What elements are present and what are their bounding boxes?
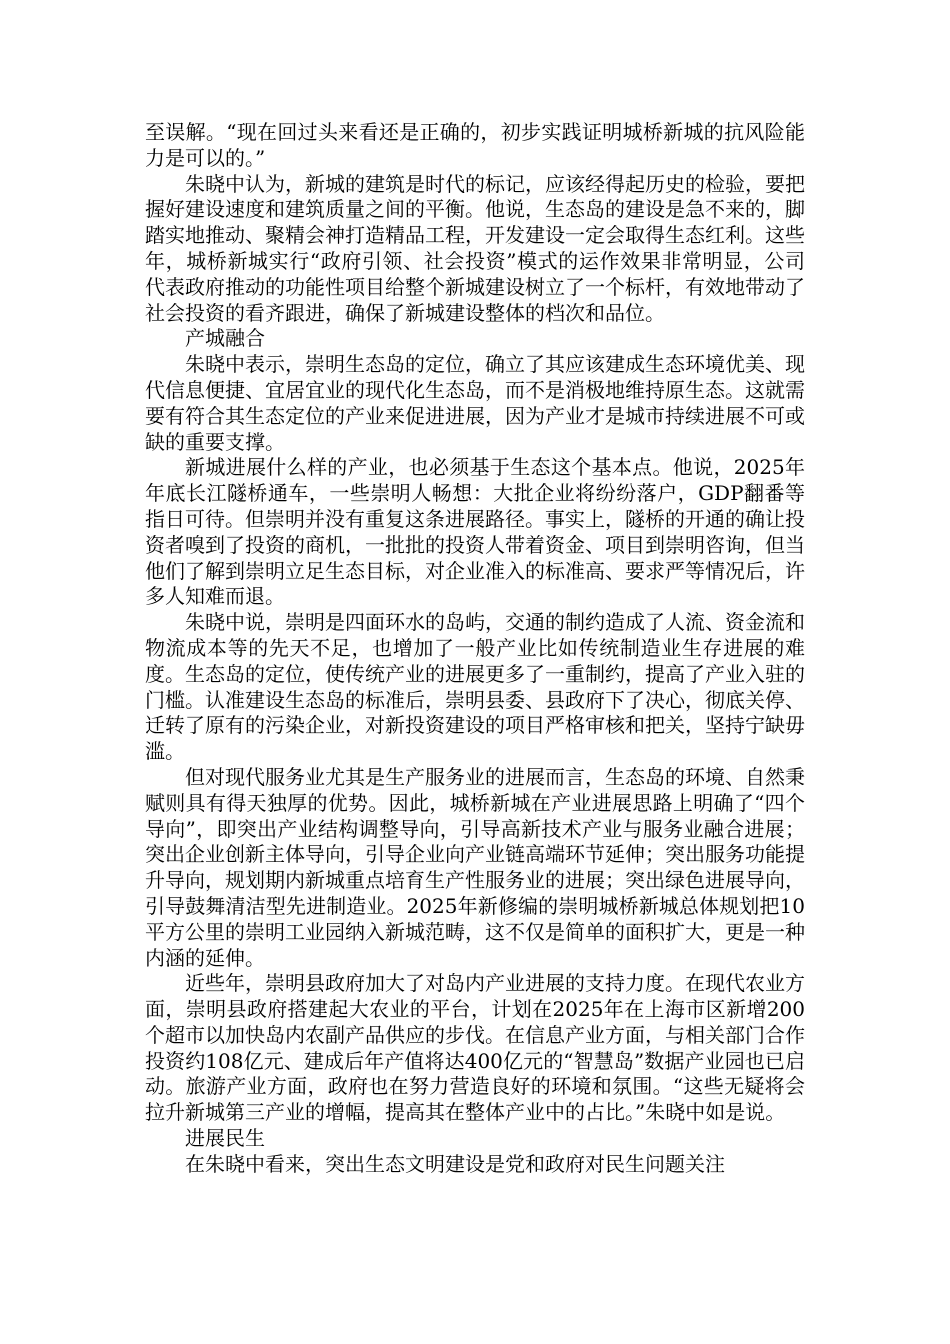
paragraph: 在朱晓中看来，突出生态文明建设是党和政府对民生问题关注: [185, 1151, 725, 1176]
paragraph: 近些年，崇明县政府加大了对岛内产业进展的支持力度。在现代农业方面，崇明县政府搭建起大农业的平台，计划在2025年在上海市区新增200个超市以加快岛内农副产品供应的步伐。在信息产业方面，与相关部门合作投资约108亿元、建成后年产值将达400亿元的“智慧岛”数据产业园也已启动。旅游产业方面，政府也在努力营造良好的环境和氛围。“这些无疑将会拉升新城第三产业的增幅，提高其在整体产业中的占比。”朱晓中如是说。: [145, 971, 805, 1125]
paragraph: 但对现代服务业尤其是生产服务业的进展而言，生态岛的环境、自然秉赋则具有得天独厚的优势。因此，城桥新城在产业进展思路上明确了“四个导向”，即突出产业结构调整导向，引导高新技术产业与服务业融合进展；突出企业创新主体导向，引导企业向产业链高端环节延伸；突出服务功能提升导向，规划期内新城重点培育生产性服务业的进展；突出绿色进展导向，引导鼓舞清洁型先进制造业。2025年新修编的崇明城桥新城总体规划把10平方公里的崇明工业园纳入新城范畴，这不仅是简单的面积扩大，更是一种内涵的延伸。: [145, 764, 805, 970]
section-heading: 进展民生: [185, 1126, 265, 1151]
paragraph: 朱晓中说，崇明是四面环水的岛屿，交通的制约造成了人流、资金流和物流成本等的先天不足，也增加了一般产业比如传统制造业生存进展的难度。生态岛的定位，使传统产业的进展更多了一重制约，提高了产业入驻的门槛。认准建设生态岛的标准后，崇明县委、县政府下了决心，彻底关停、迁转了原有的污染企业，对新投资建设的项目严格审核和把关，坚持宁缺毋滥。: [145, 610, 805, 764]
document-body: [145, 120, 805, 1178]
paragraph: 朱晓中表示，崇明生态岛的定位，确立了其应该建成生态环境优美、现代信息便捷、宜居宜业的现代化生态岛，而不是消极地维持原生态。这就需要有符合其生态定位的产业来促进进展，因为产业才是城市持续进展不可或缺的重要支撑。: [145, 352, 805, 454]
section-heading: 产城融合: [185, 326, 265, 351]
paragraph-continued: 至误解。“现在回过头来看还是正确的，初步实践证明城桥新城的抗风险能力是可以的。”: [145, 120, 805, 170]
paragraph: 朱晓中认为，新城的建筑是时代的标记，应该经得起历史的检验，要把握好建设速度和建筑质量之间的平衡。他说，生态岛的建设是急不来的，脚踏实地推动、聚精会神打造精品工程，开发建设一定会取得生态红利。这些年，城桥新城实行“政府引领、社会投资”模式的运作效果非常明显，公司代表政府推动的功能性项目给整个新城建设树立了一个标杆，有效地带动了社会投资的看齐跟进，确保了新城建设整体的档次和品位。: [145, 171, 805, 325]
paragraph: 新城进展什么样的产业，也必须基于生态这个基本点。他说，2025年年底长江隧桥通车，一些崇明人畅想：大批企业将纷纷落户，GDP翻番等指日可待。但崇明并没有重复这条进展路径。事实上，隧桥的开通的确让投资者嗅到了投资的商机，一批批的投资人带着资金、项目到崇明咨询，但当他们了解到崇明立足生态目标，对企业准入的标准高、要求严等情况后，许多人知难而退。: [145, 455, 805, 609]
